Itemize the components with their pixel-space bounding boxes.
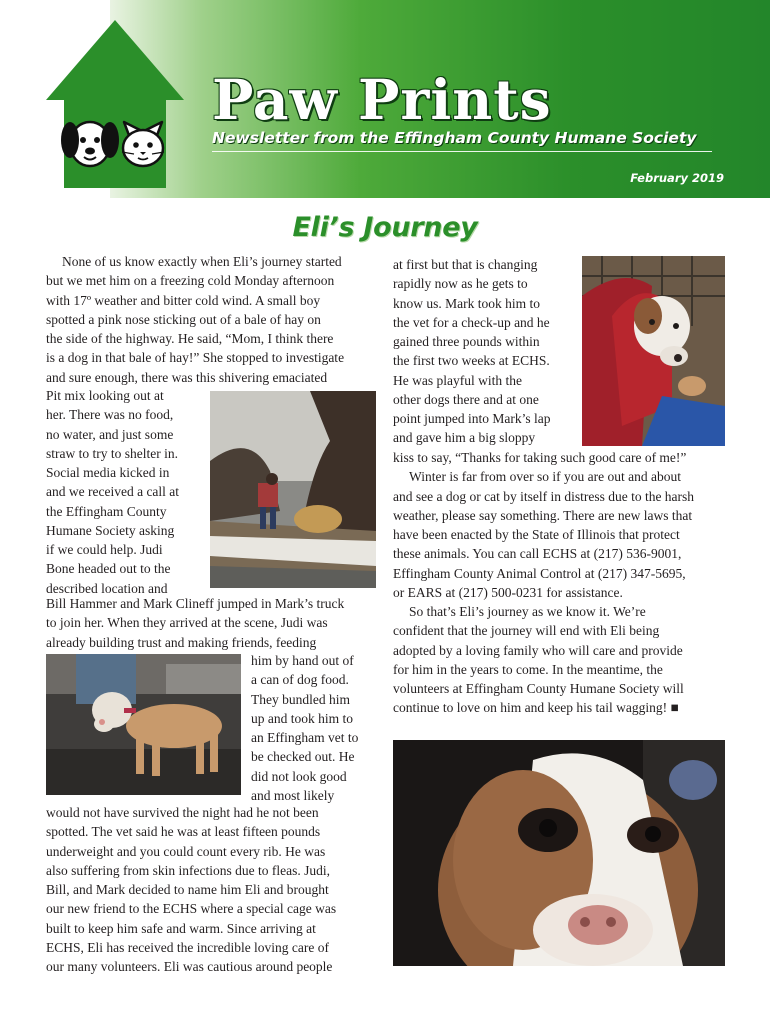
issue-date: February 2019 [630, 171, 724, 185]
text-line: be checked out. He [251, 749, 355, 765]
text-line: confident that the journey will end with Eli being [393, 623, 660, 639]
text-line: with 17º weather and bitter cold wind. A small boy [46, 292, 321, 308]
text-line: volunteers at Effingham County Humane Society will [393, 681, 684, 696]
newsletter-title: Paw Prints [212, 67, 552, 132]
text-line: and sure enough, there was this shivering emaciated [46, 369, 328, 385]
text-line: He was playful with the [393, 372, 522, 388]
text-line: Bill Hammer and Mark Clineff jumped in Mark’s truck [46, 596, 345, 611]
text-line: rapidly now as he gets to [393, 276, 528, 292]
text-line: would not have survived the night had he not been [46, 805, 319, 820]
text-line: is a dog in that bale of hay!” She stopped to investigate [46, 350, 345, 366]
text-line: adopted by a loving family who will care and provide [393, 642, 683, 658]
text-line: for him in the years to come. In the meantime, the [393, 661, 663, 677]
text-line: and see a dog or cat by itself in distress due to the harsh [393, 488, 695, 504]
text-line: already building trust and making friends, feeding [46, 634, 317, 650]
text-line: did not look good [251, 768, 347, 784]
text-line: at first but that is changing [393, 257, 538, 272]
article-text-block [46, 803, 381, 976]
text-line: underweight and you could count every rib. He was [46, 843, 326, 859]
house-dog-cat-logo-icon [44, 18, 186, 190]
text-line: Effingham County Animal Control at (217) 347-5695, [393, 565, 686, 581]
text-line: Winter is far from over so if you are out and about [409, 469, 681, 485]
text-line: no water, and just some [46, 426, 174, 442]
text-line: They bundled him [251, 691, 350, 707]
text-line: to join her. When they arrived at the scene, Judi was [46, 615, 328, 631]
text-line: a can of dog food. [251, 672, 349, 688]
text-line: Humane Society asking [46, 522, 175, 538]
text-line: built to keep him safe and warm. Since arriving at [46, 920, 316, 936]
text-line: Bill, and Mark decided to name him Eli and brought [46, 882, 329, 897]
photo-eli-standing [46, 654, 241, 795]
text-line: up and took him to [251, 710, 353, 726]
text-line: and we received a call at [46, 484, 180, 500]
text-line: our many volunteers. Eli was cautious around people [46, 959, 333, 974]
text-line: and most likely [251, 787, 335, 803]
text-line: these animals. You can call ECHS at (217) 536-9001, [393, 546, 682, 562]
text-line: the vet for a check-up and he [393, 314, 550, 330]
text-line: None of us know exactly when Eli’s journey started [62, 254, 342, 269]
text-line: Social media kicked in [46, 465, 170, 480]
text-line: spotted a pink nose sticking out of a bale of hay on [46, 311, 321, 327]
text-line: an Effingham vet to [251, 730, 359, 745]
text-line: kiss to say, “Thanks for taking such good care of me!” [393, 450, 687, 465]
text-line: described location and [46, 580, 168, 596]
text-line: if we could help. Judi [46, 542, 163, 557]
photo-hay-bale-rescue [210, 391, 376, 588]
text-line: So that’s Eli’s journey as we know it. We’re [409, 604, 646, 619]
article-text-block [393, 448, 728, 718]
article-text-block [46, 386, 206, 598]
text-line: or EARS at (217) 500-0231 for assistance. [393, 584, 623, 600]
masthead-divider [212, 151, 712, 152]
text-line: weather, please say something. There are new laws that [393, 507, 693, 523]
text-line: have been enacted by the State of Illinois that protect [393, 527, 680, 542]
text-line: also suffering from skin infections due to fleas. Judi, [46, 862, 330, 878]
photo-eli-closeup [393, 740, 725, 966]
article-text-block [251, 651, 381, 805]
text-line: but we met him on a freezing cold Monday afternoon [46, 273, 335, 289]
text-line: the first two weeks at ECHS. [393, 353, 550, 369]
text-line: point jumped into Mark’s lap [393, 411, 551, 426]
text-line: the side of the highway. He said, “Mom, I think there [46, 331, 334, 346]
text-line: the Effingham County [46, 503, 167, 519]
text-line: Pit mix looking out at [46, 388, 164, 403]
photo-eli-in-blanket [582, 256, 725, 446]
article-text-block [46, 594, 381, 652]
text-line: her. There was no food, [46, 407, 174, 423]
article-text-block [393, 255, 578, 448]
text-line: Bone headed out to the [46, 561, 171, 577]
newsletter-subtitle: Newsletter from the Effingham County Humane Society [212, 129, 697, 147]
text-line: and gave him a big sloppy [393, 430, 536, 446]
article-title: Eli’s Journey [292, 212, 478, 243]
text-line: our new friend to the ECHS where a special cage was [46, 901, 337, 917]
text-line: ECHS, Eli has received the incredible loving care of [46, 939, 330, 955]
text-line: straw to try to shelter in. [46, 445, 178, 461]
text-line: other dogs there and at one [393, 391, 539, 407]
text-line: continue to love on him and keep his tail wagging! ■ [393, 700, 679, 716]
article-text-block [46, 252, 381, 387]
text-line: gained three pounds within [393, 334, 540, 349]
text-line: know us. Mark took him to [393, 295, 540, 311]
text-line: spotted. The vet said he was at least fifteen pounds [46, 824, 321, 840]
text-line: him by hand out of [251, 653, 354, 668]
